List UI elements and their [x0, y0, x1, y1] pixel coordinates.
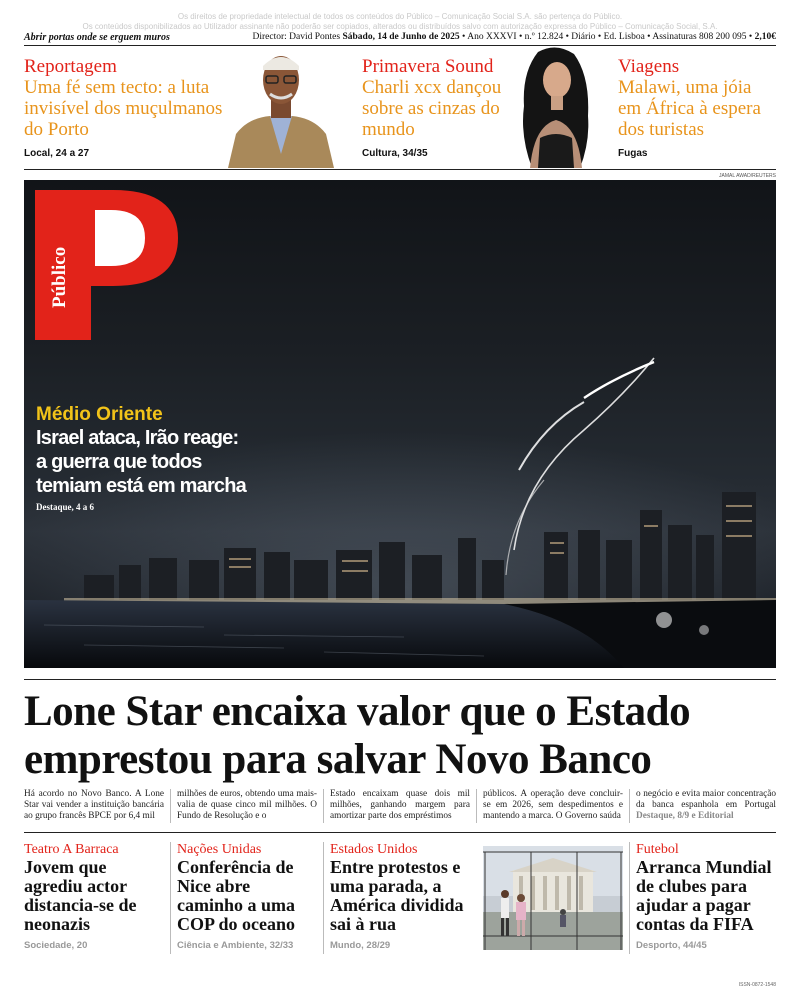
bottom-story-nacoes-unidas[interactable]: [177, 842, 319, 951]
teaser-photo-man: [218, 46, 344, 168]
bottom-story-futebol[interactable]: [636, 842, 778, 951]
teaser-ref: Fugas: [618, 148, 648, 159]
bottom-kicker: Nações Unidas: [177, 842, 262, 857]
hero-headline-line-2: a guerra que todos: [36, 451, 202, 473]
issue-details: • Ano XXXVI • n.º 12.824 • Diário • Ed. Lisboa • Assinaturas 808 200 095 •: [462, 32, 753, 42]
bottom-ref: Mundo, 28/29: [330, 940, 391, 951]
teaser-headline: Uma fé sem tecto: a luta invisível dos muçulmanos do Porto: [24, 77, 223, 140]
teaser-primavera-sound[interactable]: [362, 56, 520, 159]
bottom-headline: Entre protestos e uma parada, a América dividida sai à rua: [330, 857, 464, 934]
director: Director: David Pontes: [252, 32, 341, 42]
bottom-headline: Jovem que agrediu actor distancia-se de neonazis: [24, 857, 137, 934]
column-separator: [323, 789, 324, 823]
publico-logo[interactable]: [35, 190, 180, 345]
bottom-ref: Ciência e Ambiente, 32/33: [177, 940, 294, 951]
column-separator: [629, 789, 630, 823]
column-separator: [170, 789, 171, 823]
column-5-text: o negócio e evita maior concentração da banca espanhola em Portugal: [636, 789, 776, 810]
teaser-ref: Cultura, 34/35: [362, 148, 428, 159]
man-portrait-illustration: [218, 46, 344, 168]
main-headline-line-2: emprestou para salvar Novo Banco: [24, 736, 652, 783]
photo-credit: JAMAL AWAD/REUTERS: [719, 173, 776, 179]
main-headline[interactable]: [24, 688, 784, 784]
teaser-rule: [24, 169, 776, 170]
hero-kicker: Médio Oriente: [36, 404, 163, 425]
protest-scene-illustration: [483, 846, 623, 950]
hero-rule: [24, 679, 776, 680]
bottom-rule: [24, 832, 776, 833]
bottom-separator: [323, 842, 324, 954]
bottom-ref: Sociedade, 20: [24, 940, 88, 951]
teaser-headline: Charli xcx dançou sobre as cinzas do mundo: [362, 77, 502, 140]
teaser-kicker: Primavera Sound: [362, 56, 494, 77]
body-column-3: Estado encaixam quase dois mil milhões, ganhando margem para amortizar parte dos empréstimos: [330, 789, 470, 821]
main-headline-line-1: Lone Star encaixa valor que o Estado: [24, 688, 691, 735]
bottom-story-teatro[interactable]: [24, 842, 166, 951]
teaser-kicker: Viagens: [618, 56, 680, 77]
body-column-5: [636, 789, 776, 822]
teaser-headline: Malawi, uma jóia em África à espera dos turistas: [618, 77, 761, 140]
hero-headline-line-1: Israel ataca, Irão reage:: [36, 427, 239, 449]
copyright-line-1: Os direitos de propriedade intelectual de todos os conteúdos do Público – Comunicação Social S.A. são pertença do Público.: [177, 12, 623, 21]
teaser-ref: Local, 24 a 27: [24, 148, 90, 159]
bottom-headline: Arranca Mundial de clubes para ajudar a pagar contas da FIFA: [636, 857, 772, 934]
hero-story[interactable]: [36, 404, 296, 512]
teaser-viagens[interactable]: [618, 56, 778, 159]
teaser-photo-woman: [510, 46, 602, 168]
woman-portrait-illustration: [510, 46, 602, 168]
main-story-ref[interactable]: Destaque, 8/9 e Editorial: [636, 811, 734, 821]
body-column-1: Há acordo no Novo Banco. A Lone Star vai vender a instituição bancária ao grupo francês BPCE por 6,4 mil: [24, 789, 164, 821]
teaser-kicker: Reportagem: [24, 56, 117, 77]
bottom-kicker: Estados Unidos: [330, 842, 418, 857]
issue-date: Sábado, 14 de Junho de 2025: [342, 32, 460, 42]
copyright-line-2: Os conteúdos disponibilizados ao Utilizador assinante não poderão ser copiados, alterados ou distribuídos salvo com autorização expressa do Público – Comunicação Social, S.A.: [82, 22, 718, 31]
bottom-story-estados-unidos[interactable]: [330, 842, 476, 951]
hero-headline-line-3: temiam está em marcha: [36, 475, 246, 497]
bottom-kicker: Futebol: [636, 842, 679, 857]
bottom-headline: Conferência de Nice abre caminho a uma COP do oceano: [177, 857, 296, 934]
hero-ref: Destaque, 4 a 6: [36, 502, 94, 512]
body-column-2: milhões de euros, obtendo uma mais-valia de quase cinco mil milhões. O Fundo de Resolução e o: [177, 789, 317, 821]
bottom-kicker: Teatro A Barraca: [24, 842, 119, 857]
logo-wordmark: Público: [49, 246, 70, 308]
masthead-rule: [24, 45, 776, 46]
bottom-photo-protest: [483, 846, 623, 950]
bottom-separator: [629, 842, 630, 954]
tagline: Abrir portas onde se erguem muros: [24, 32, 170, 43]
price: 2,10€: [754, 32, 776, 42]
body-column-4: públicos. A operação deve concluir-se em 2026, sem despedimentos e mantendo a marca. O Governo saúda: [483, 789, 623, 821]
column-separator: [476, 789, 477, 823]
issn-label: ISSN-0872-1548: [738, 982, 776, 988]
teaser-reportagem[interactable]: [24, 56, 224, 159]
bottom-separator: [170, 842, 171, 954]
masthead-info: [253, 32, 777, 42]
bottom-ref: Desporto, 44/45: [636, 940, 707, 951]
